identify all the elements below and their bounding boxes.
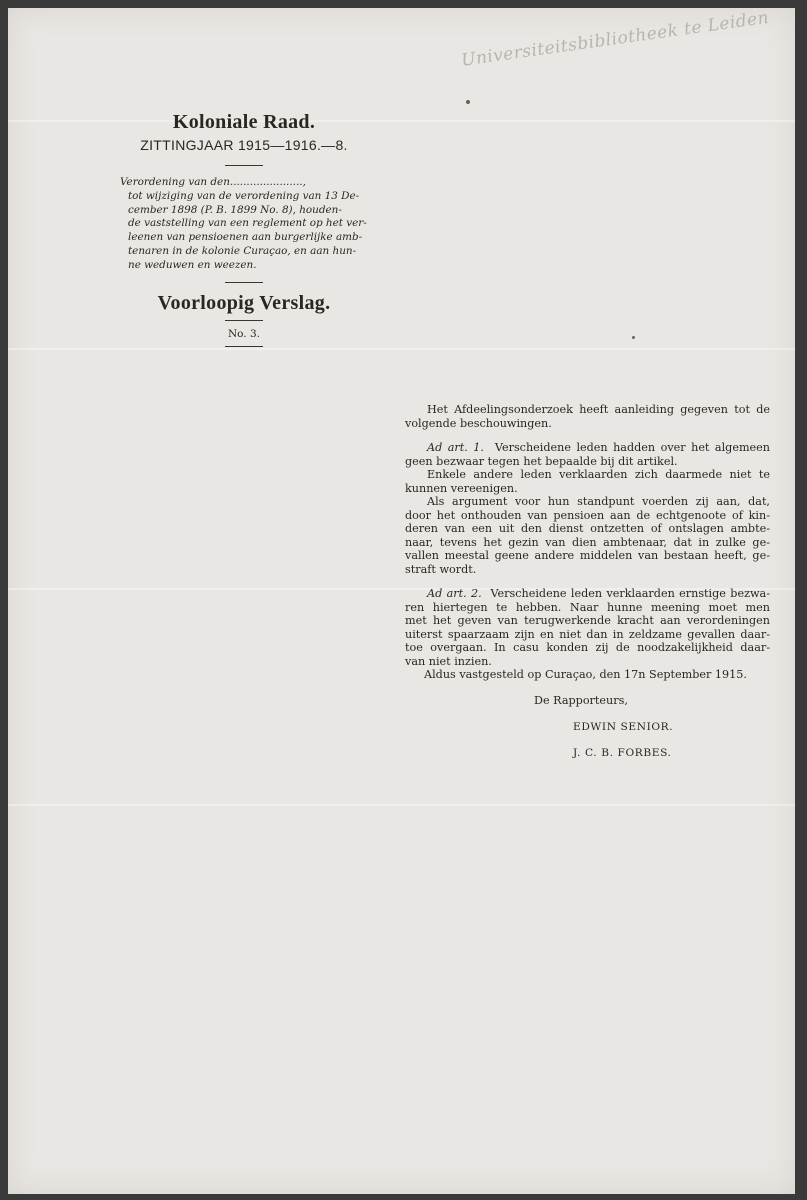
closing-statement: Aldus vastgesteld op Curaçao, den 17n September 1915. xyxy=(424,668,747,681)
body-line: Het Afdeelingsonderzoek heeft aanleiding gegeven tot de xyxy=(427,403,770,416)
session-year: ZITTINGJAAR 1915—1916.—8. xyxy=(140,137,348,153)
subject-line: cember 1898 (P. B. 1899 No. 8), houden- xyxy=(128,203,342,216)
subject-line: Verordening van den......................, xyxy=(120,176,306,188)
report-title: Voorloopig Verslag. xyxy=(157,291,331,314)
article-1-first-line xyxy=(405,441,770,455)
subject-line: tot wijziging van de verordening van 13 De- xyxy=(128,189,360,202)
council-title: Koloniale Raad. xyxy=(172,111,316,133)
body-line: uiterst spaarzaam zijn en niet dan in zeldzame gevallen daar- xyxy=(405,627,770,641)
body-line: deren van een uit den dienst ontzetten of ontslagen ambte- xyxy=(405,522,770,535)
document-page xyxy=(8,8,795,1194)
handwritten-library-note: Universiteitsbibliotheek te Leiden xyxy=(460,7,771,71)
body-line: toe overgaan. In casu konden zij de noodzakelijkheid daar- xyxy=(405,641,770,654)
body-line: straft wordt. xyxy=(405,562,477,576)
paper-speck xyxy=(466,100,470,104)
signatory-forbes: J. C. B. FORBES. xyxy=(573,747,672,759)
body-line: naar, tevens het gezin van dien ambtenaar, dat in zulke ge- xyxy=(405,535,770,549)
subject-line: ne weduwen en weezen. xyxy=(128,258,257,271)
subject-line: tenaren in de kolonie Curaçao, en aan hun- xyxy=(128,244,357,257)
body-line: volgende beschouwingen. xyxy=(405,416,552,430)
body-line: Verscheidene leden verklaarden ernstige bezwa- xyxy=(490,587,770,600)
report-number: No. 3. xyxy=(227,327,261,340)
body-line: met het geven van terugwerkende kracht aan verordeningen xyxy=(405,614,770,627)
document-heading-block xyxy=(116,110,372,353)
heading-divider xyxy=(225,346,263,347)
heading-divider xyxy=(225,165,263,166)
body-line: geen bezwaar tegen het bepaalde bij dit artikel. xyxy=(405,454,678,468)
report-body xyxy=(405,403,770,668)
article-2-label: Ad art. 2. xyxy=(427,587,482,600)
body-line: vallen meestal geene andere middelen van bestaan heeft, ge- xyxy=(405,549,770,562)
body-line: kunnen vereenigen. xyxy=(405,481,518,495)
article-2-first-line xyxy=(405,587,770,601)
article-1-label: Ad art. 1. xyxy=(427,441,484,454)
body-line: Als argument voor hun standpunt voerden zij aan, dat, xyxy=(427,495,770,508)
paper-speck xyxy=(632,336,635,339)
body-line: Verscheidene leden hadden over het algemeen xyxy=(494,441,770,454)
rapporteurs-label: De Rapporteurs, xyxy=(534,694,628,707)
body-line: Enkele andere leden verklaarden zich daarmede niet te xyxy=(427,468,770,481)
heading-divider xyxy=(225,320,263,321)
heading-divider xyxy=(225,282,263,283)
body-line: van niet inzien. xyxy=(405,654,492,668)
signatory-senior: EDWIN SENIOR. xyxy=(573,721,674,733)
subject-line: leenen van pensioenen aan burgerlijke amb- xyxy=(128,231,363,244)
paper-fold-line xyxy=(8,804,795,806)
body-line: door het onthouden van pensioen aan de echtgenoote of kin- xyxy=(405,508,770,522)
subject-line: de vaststelling van een reglement op het ver- xyxy=(128,217,367,230)
body-line: ren hiertegen te hebben. Naar hunne meening moet men xyxy=(405,600,770,614)
ordinance-subject xyxy=(120,176,368,273)
